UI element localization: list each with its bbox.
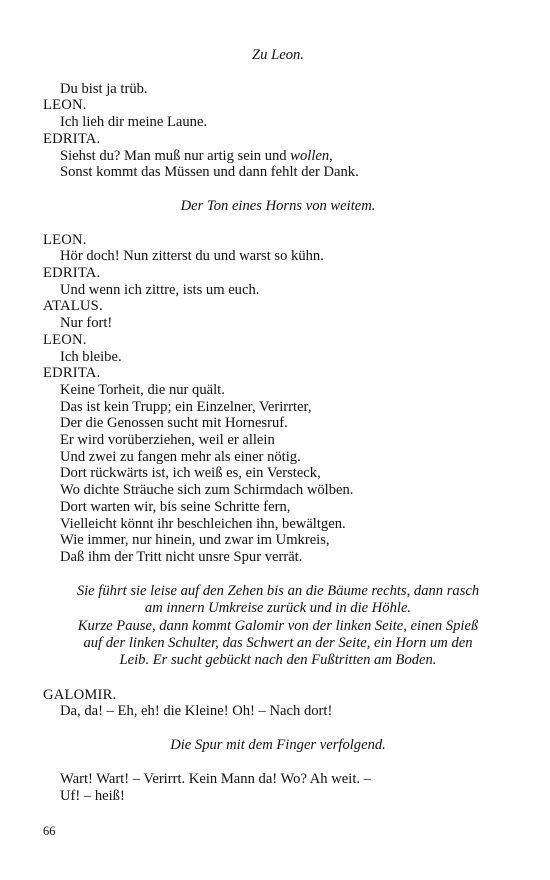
play-text [43,47,513,804]
verse-line: Und wenn ich zittre, ists um euch. [60,281,260,298]
verse-line: Nur fort! [60,315,113,332]
speaker-name: ATALUS. [43,298,103,315]
verse-line: Du bist ja trüb. [60,80,148,97]
stage-direction: Zu Leon. [252,47,304,63]
verse-line: Uf! – heiß! [60,787,125,804]
stage-direction: Der Ton eines Horns von weitem. [180,197,376,214]
verse-line: Der die Genossen sucht mit Hornesruf. [60,415,288,432]
verse-line: Dort rückwärts ist, ich weiß es, ein Versteck, [60,465,321,482]
speaker-name: EDRITA. [43,130,101,147]
verse-line: Dort warten wir, bis seine Schritte fern, [60,498,291,515]
speaker-name: LEON. [43,231,87,248]
verse-line: Wo dichte Sträuche sich zum Schirmdach wölben. [60,482,354,499]
verse-line: Wart! Wart! – Verirrt. Kein Mann da! Wo? Ah weit. – [60,770,371,787]
verse-line: Das ist kein Trupp; ein Einzelner, Verirrter, [60,398,312,415]
verse-line: Da, da! – Eh, eh! die Kleine! Oh! – Nach dort! [60,703,333,720]
verse-line: Wie immer, nur hinein, und zwar im Umkreis, [60,532,330,549]
verse-line: Ich bleibe. [60,348,122,365]
emphasis-word: wollen [290,147,330,164]
speaker-name: LEON. [43,331,87,348]
stage-direction-block: Sie führt sie leise auf den Zehen bis an die Bäume rechts, dann rasch am innern Umkreise zurück und in die Höhle. Kurze Pause, dann kommt Galomir von der linken Seite, einen Spieß auf der linken Schulter, das Schwert an der Seite, ein Horn um den Leib. Er sucht gebückt nach den Fußtritten am Boden. [76,582,480,669]
verse-line: Daß ihm der Tritt nicht unsre Spur verrät. [60,548,303,565]
verse-line: Ich lieh dir meine Laune. [60,114,208,131]
verse-line: Siehst du? Man muß nur artig sein und wollen, [60,147,333,164]
speaker-name: EDRITA. [43,365,101,382]
verse-line: Hör doch! Nun zitterst du und warst so kühn. [60,248,324,265]
speaker-name: LEON. [43,97,87,114]
verse-line: Er wird vorüberziehen, weil er allein [60,432,275,449]
page-number: 66 [43,824,56,838]
stage-direction: Die Spur mit dem Finger verfolgend. [170,737,386,754]
speaker-name: GALOMIR. [43,686,117,703]
speaker-name: EDRITA. [43,265,101,282]
verse-line: Sonst kommt das Müssen und dann fehlt der Dank. [60,164,359,181]
verse-line: Und zwei zu fangen mehr als einer nötig. [60,448,301,465]
verse-line: Vielleicht könnt ihr beschleichen ihn, bewältgen. [60,515,346,532]
verse-line: Keine Torheit, die nur quält. [60,381,225,398]
